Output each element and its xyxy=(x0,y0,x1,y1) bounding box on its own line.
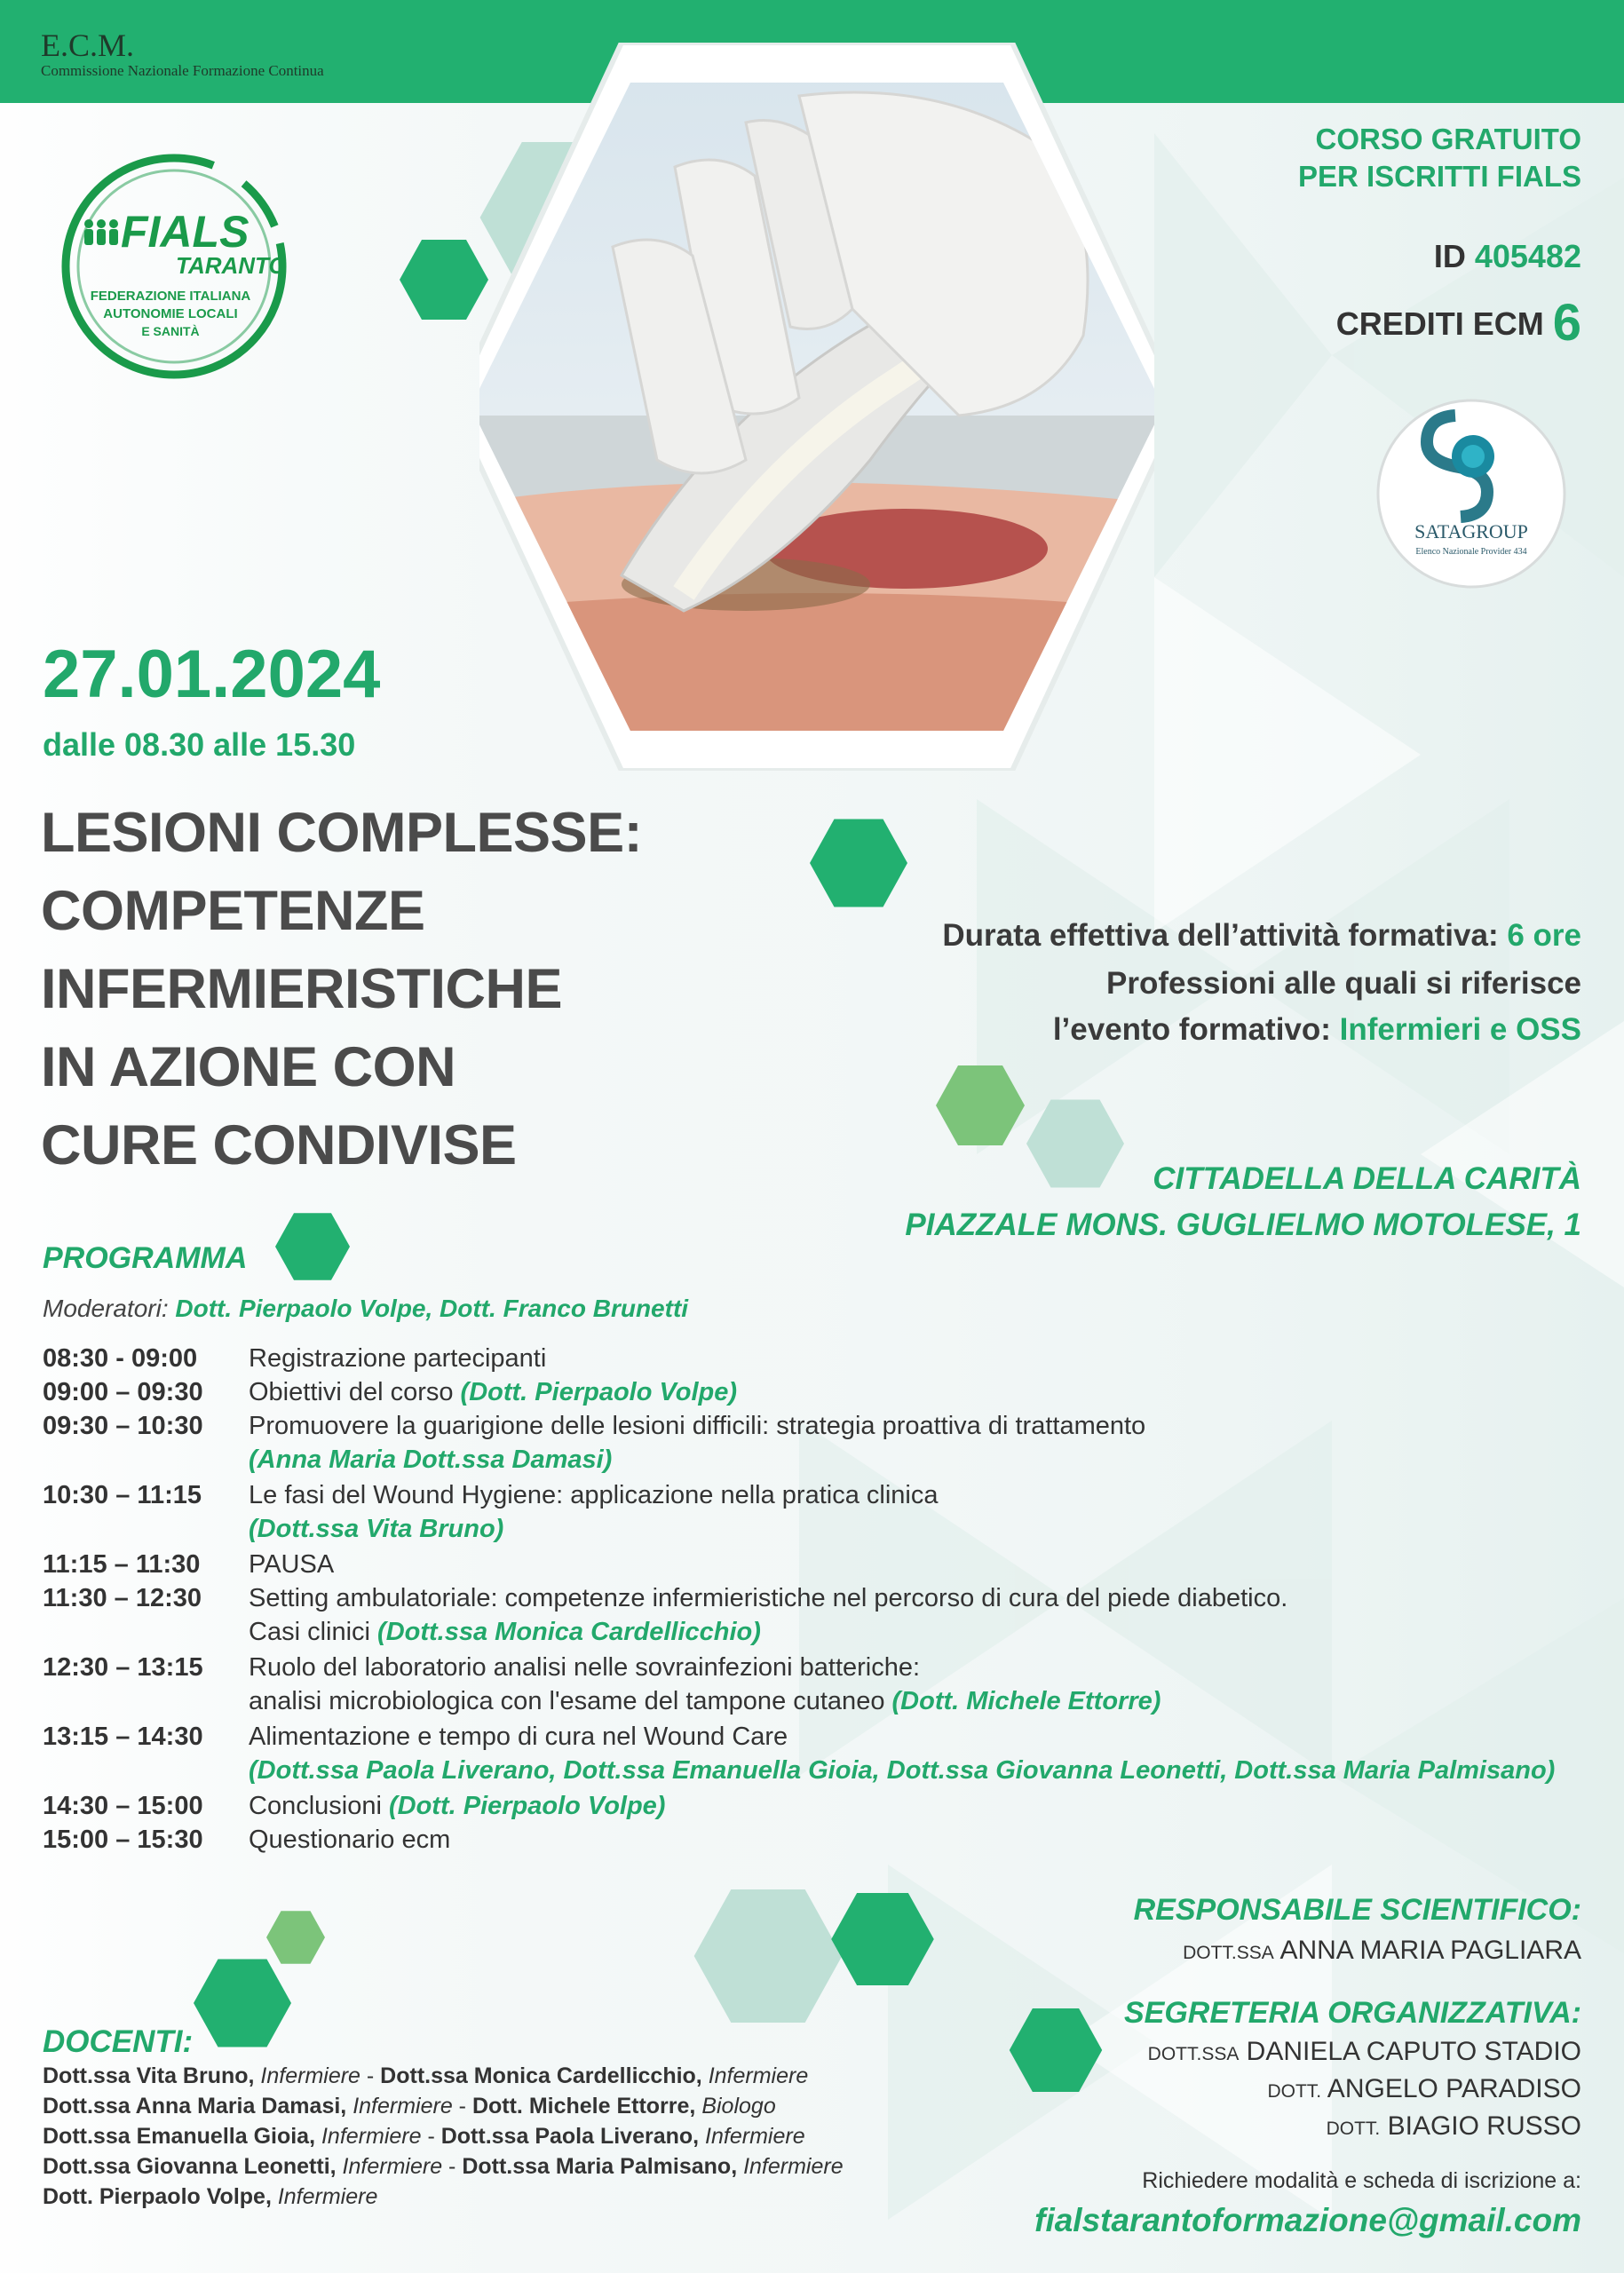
moderators-label: Moderatori: xyxy=(43,1295,169,1322)
secretary-person: DOTT. ANGELO PARADISO xyxy=(1267,2074,1581,2103)
hexagon-decoration xyxy=(693,1889,844,2023)
schedule-time: 11:15 – 11:30 xyxy=(43,1550,201,1579)
course-id-label: ID xyxy=(1433,238,1466,274)
hexagon-decoration xyxy=(266,1911,325,1964)
schedule-description: Obiettivi del corso (Dott. Pierpaolo Volpe) xyxy=(249,1378,738,1406)
hexagon-decoration xyxy=(810,819,907,907)
course-id-value: 405482 xyxy=(1474,238,1581,274)
schedule-row xyxy=(43,1550,1374,1582)
satagroup-logo xyxy=(1374,396,1569,591)
event-title-line: CURE CONDIVISE xyxy=(41,1114,517,1176)
schedule-speaker: (Dott.ssa Vita Bruno) xyxy=(249,1515,504,1543)
scientific-person: DOTT.SSA ANNA MARIA PAGLIARA xyxy=(1183,1936,1581,1965)
duration-line xyxy=(942,918,1581,954)
fials-logo-line2: AUTONOMIE LOCALI xyxy=(103,306,238,321)
hexagon-decoration xyxy=(275,1213,350,1280)
schedule-time: 14:30 – 15:00 xyxy=(43,1792,203,1820)
ecm-title: E.C.M. xyxy=(41,28,135,63)
credits-value: 6 xyxy=(1552,294,1581,352)
schedule-row xyxy=(43,1584,1463,1651)
event-time: dalle 08.30 alle 15.30 xyxy=(43,726,356,763)
event-title-line: INFERMIERISTICHE xyxy=(41,958,563,1020)
secretary-heading: SEGRETERIA ORGANIZZATIVA: xyxy=(1123,1996,1581,2030)
event-date: 27.01.2024 xyxy=(43,637,381,712)
schedule-row xyxy=(43,1481,1374,1548)
schedule-description: Ruolo del laboratorio analisi nelle sovrainfezioni batteriche: xyxy=(249,1653,921,1682)
schedule-row xyxy=(43,1378,1374,1410)
hexagon-decoration xyxy=(1009,2008,1103,2092)
scientific-heading: RESPONSABILE SCIENTIFICO: xyxy=(1133,1893,1581,1927)
event-title-line: COMPETENZE xyxy=(41,880,425,942)
moderators-names: Dott. Pierpaolo Volpe, Dott. Franco Brunetti xyxy=(175,1295,689,1322)
schedule-description: Questionario ecm xyxy=(249,1826,451,1854)
fials-logo-line3: E SANITÀ xyxy=(141,324,200,338)
docenti-line: Dott.ssa Vita Bruno, Infermiere - Dott.ssa Monica Cardellicchio, Infermiere xyxy=(43,2063,809,2088)
hexagon-decoration xyxy=(194,1959,291,2047)
schedule-speaker: (Dott.ssa Monica Cardellicchio) xyxy=(377,1618,761,1646)
location-line2: PIAZZALE MONS. GUGLIELMO MOTOLESE, 1 xyxy=(905,1208,1581,1242)
schedule-time: 10:30 – 11:15 xyxy=(43,1481,202,1509)
hexagon-decoration xyxy=(400,240,488,320)
event-title-line: IN AZIONE CON xyxy=(41,1036,456,1098)
schedule-time: 13:15 – 14:30 xyxy=(43,1723,203,1751)
location-line1: CITTADELLA DELLA CARITÀ xyxy=(1153,1161,1581,1196)
docenti-line: Dott.ssa Emanuella Gioia, Infermiere - Dott.ssa Paola Liverano, Infermiere xyxy=(43,2124,805,2149)
secretary-person: DOTT.SSA DANIELA CAPUTO STADIO xyxy=(1147,2037,1581,2066)
fials-logo-city: TARANTO xyxy=(176,252,287,279)
professions-value: Infermieri e OSS xyxy=(1339,1012,1581,1047)
people-icon xyxy=(84,219,118,245)
schedule-description: Registrazione partecipanti xyxy=(249,1344,547,1373)
docenti-line: Dott.ssa Giovanna Leonetti, Infermiere - Dott.ssa Maria Palmisano, Infermiere xyxy=(43,2154,844,2179)
hexagon-decoration xyxy=(831,1893,934,1985)
course-id xyxy=(1434,238,1581,275)
schedule-time: 09:00 – 09:30 xyxy=(43,1378,203,1406)
schedule-row xyxy=(43,1723,1556,1790)
wound-dressing-image xyxy=(479,43,1154,771)
schedule-time: 15:00 – 15:30 xyxy=(43,1826,203,1854)
hexagon-decoration xyxy=(936,1065,1025,1145)
schedule-speaker: (Dott. Pierpaolo Volpe) xyxy=(460,1378,738,1406)
fials-logo-line1: FEDERAZIONE ITALIANA xyxy=(90,289,251,304)
professions-label: l’evento formativo: xyxy=(1052,1012,1331,1047)
satagroup-logo-name: SATAGROUP xyxy=(1414,520,1528,543)
request-text: Richiedere modalità e scheda di iscrizione a: xyxy=(1142,2168,1581,2193)
schedule-row xyxy=(43,1412,1374,1479)
schedule-time: 11:30 – 12:30 xyxy=(43,1584,202,1612)
schedule-description: Alimentazione e tempo di cura nel Wound Care xyxy=(249,1723,788,1751)
schedule-speaker: (Anna Maria Dott.ssa Damasi) xyxy=(249,1445,613,1474)
professions-line1: Professioni alle quali si riferisce xyxy=(1106,966,1581,1001)
fials-logo xyxy=(43,142,309,391)
schedule-description: Le fasi del Wound Hygiene: applicazione nella pratica clinica xyxy=(249,1481,939,1509)
schedule-row xyxy=(43,1653,1463,1721)
hexagon-decoration xyxy=(1026,1099,1124,1188)
event-title-line: LESIONI COMPLESSE: xyxy=(41,802,643,864)
schedule-description: PAUSA xyxy=(249,1550,335,1579)
docenti-line: Dott. Pierpaolo Volpe, Infermiere xyxy=(43,2184,378,2209)
moderators xyxy=(43,1295,688,1323)
credits-label: CREDITI ECM xyxy=(1335,305,1544,342)
ecm-subtitle: Commissione Nazionale Formazione Continua xyxy=(41,62,324,79)
schedule-description: Setting ambulatoriale: competenze infermieristiche nel percorso di cura del piede diabetico. xyxy=(249,1584,1288,1612)
schedule-row xyxy=(43,1792,1374,1824)
schedule-row xyxy=(43,1826,1374,1857)
schedule-time: 09:30 – 10:30 xyxy=(43,1412,203,1440)
schedule-description: Promuovere la guarigione delle lesioni difficili: strategia proattiva di trattamento xyxy=(249,1412,1146,1440)
ecm-credits xyxy=(1336,293,1581,352)
duration-label: Durata effettiva dell’attività formativa: xyxy=(942,918,1499,953)
schedule-speaker: (Dott. Pierpaolo Volpe) xyxy=(388,1792,666,1820)
docenti-heading: DOCENTI: xyxy=(43,2024,194,2059)
secretary-person: DOTT. BIAGIO RUSSO xyxy=(1326,2111,1581,2141)
schedule-speaker: (Dott. Michele Ettorre) xyxy=(891,1687,1161,1715)
program-heading: PROGRAMMA xyxy=(43,1241,248,1275)
docenti-line: Dott.ssa Anna Maria Damasi, Infermiere - Dott. Michele Ettorre, Biologo xyxy=(43,2094,776,2119)
schedule-speaker: (Dott.ssa Paola Liverano, Dott.ssa Emanuella Gioia, Dott.ssa Giovanna Leonetti, Dott.ssa Maria Palmisano) xyxy=(249,1756,1556,1785)
schedule-description-cont: Casi clinici (Dott.ssa Monica Cardellicchio) xyxy=(249,1618,761,1646)
free-course-line2: PER ISCRITTI FIALS xyxy=(1297,160,1581,193)
contact-email[interactable]: fialstarantoformazione@gmail.com xyxy=(1034,2202,1581,2238)
professions-line2 xyxy=(1053,1012,1581,1048)
schedule-description-cont: analisi microbiologica con l'esame del tampone cutaneo (Dott. Michele Ettorre) xyxy=(249,1687,1161,1715)
fials-logo-name: FIALS xyxy=(121,207,250,257)
satagroup-logo-subtitle: Elenco Nazionale Provider 434 xyxy=(1415,547,1527,557)
schedule-description: Conclusioni (Dott. Pierpaolo Volpe) xyxy=(249,1792,666,1820)
free-course-line1: CORSO GRATUITO xyxy=(1315,123,1581,155)
duration-value: 6 ore xyxy=(1507,918,1581,953)
schedule-row xyxy=(43,1344,1374,1376)
schedule-time: 08:30 - 09:00 xyxy=(43,1344,198,1373)
schedule-time: 12:30 – 13:15 xyxy=(43,1653,203,1682)
